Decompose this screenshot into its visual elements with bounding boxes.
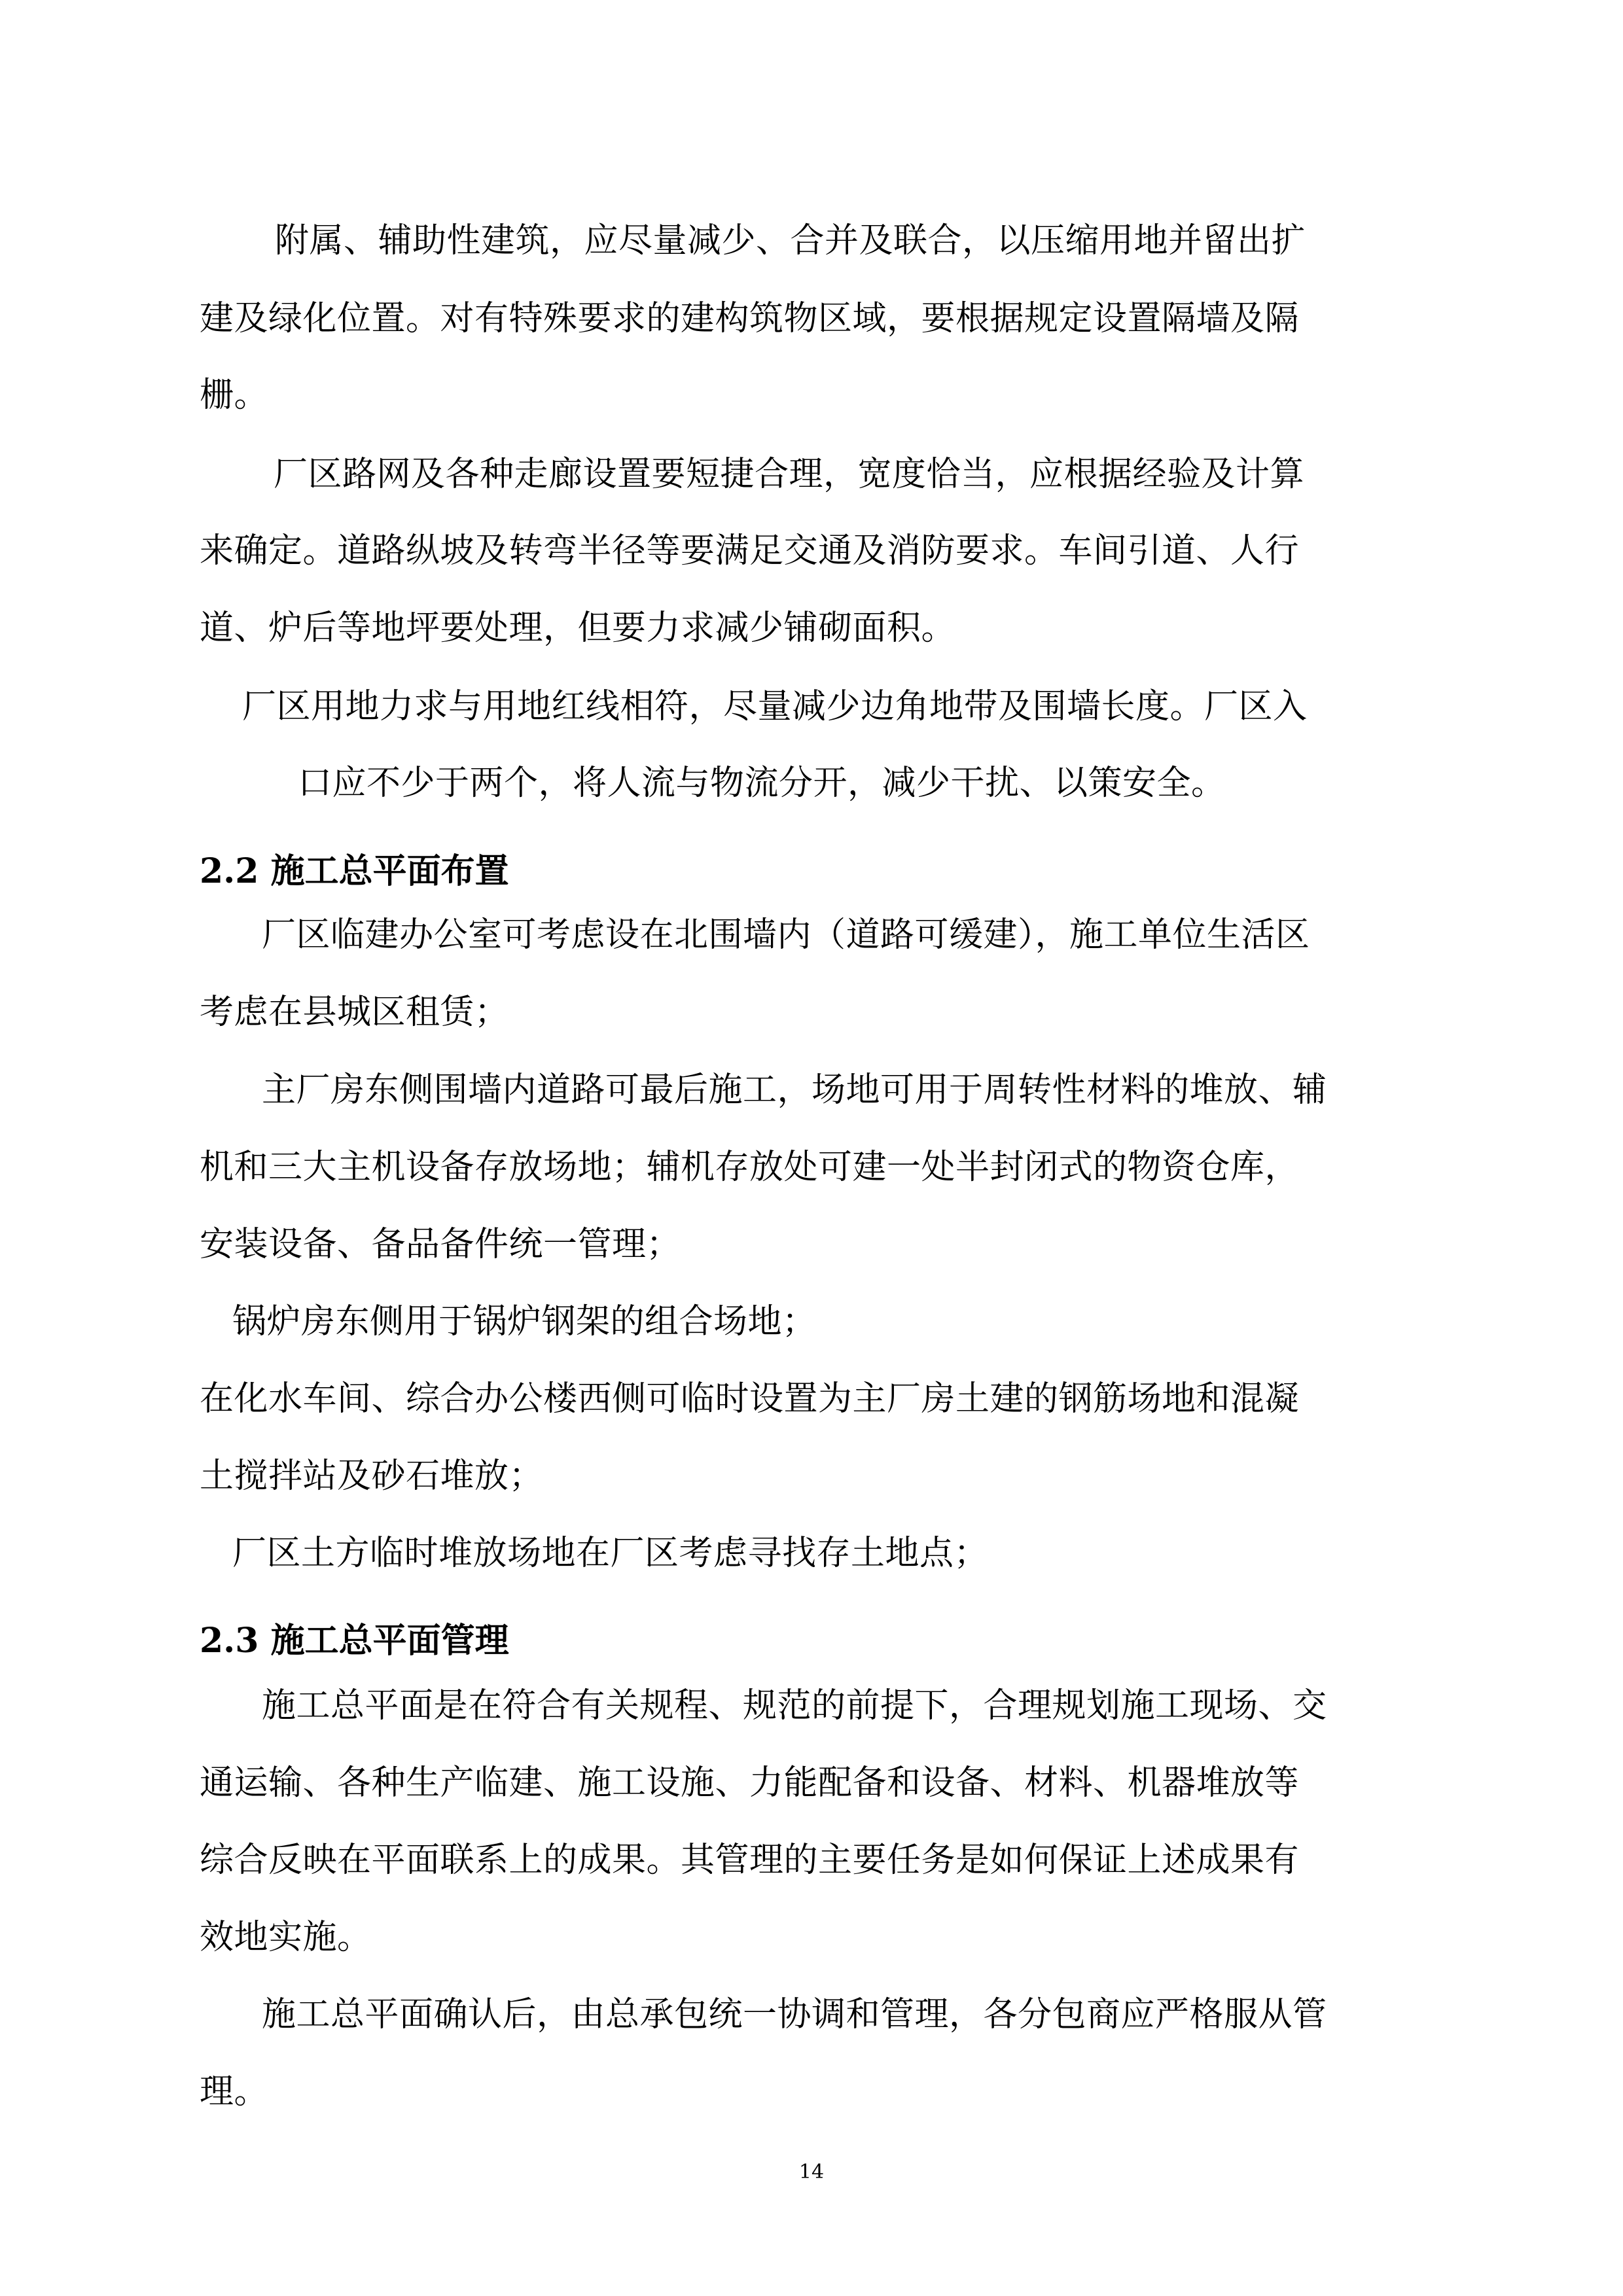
text-line: 建及绿化位置。对有特殊要求的建构筑物区域，要根据规定设置隔墙及隔 [200, 299, 1300, 338]
text-line: 机和三大主机设备存放场地；辅机存放处可建一处半封闭式的物资仓库， [200, 1148, 1300, 1187]
text-line: 厂区临建办公室可考虑设在北围墙内（道路可缓建），施工单位生活区 [262, 915, 1310, 955]
text-line: 附属、辅助性建筑，应尽量减少、合并及联合，以压缩用地并留出扩 [275, 221, 1306, 260]
text-line: 安装设备、备品备件统一管理； [200, 1225, 681, 1264]
text-line: 综合反映在平面联系上的成果。其管理的主要任务是如何保证上述成果有 [200, 1841, 1300, 1880]
text-line: 在化水车间、综合办公楼西侧可临时设置为主厂房土建的钢筋场地和混凝 [200, 1379, 1300, 1419]
text-line: 效地实施。 [200, 1918, 372, 1957]
text-line: 通运输、各种生产临建、施工设施、力能配备和设备、材料、机器堆放等 [200, 1763, 1300, 1803]
text-line: 土搅拌站及砂石堆放； [200, 1457, 544, 1496]
text-line: 厂区路网及各种走廊设置要短捷合理，宽度恰当，应根据经验及计算 [274, 455, 1305, 494]
section-heading: 2.2 施工总平面布置 [200, 851, 509, 891]
text-line: 理。 [200, 2072, 269, 2111]
text-line: 口应不少于两个，将人流与物流分开，减少干扰、以策安全。 [298, 764, 1226, 803]
text-line: 来确定。道路纵坡及转弯半径等要满足交通及消防要求。车间引道、人行 [200, 531, 1300, 571]
section-heading: 2.3 施工总平面管理 [200, 1621, 509, 1661]
text-line: 栅。 [200, 376, 269, 415]
text-line: 考虑在县城区租赁； [200, 993, 509, 1032]
text-line: 锅炉房东侧用于锅炉钢架的组合场地； [232, 1302, 817, 1341]
text-line: 厂区土方临时堆放场地在厂区考虑寻找存土地点； [232, 1534, 989, 1573]
page-number: 14 [798, 2161, 825, 2183]
text-line: 厂区用地力求与用地红线相符，尽量减少边角地带及围墙长度。厂区入 [242, 687, 1308, 726]
text-line: 施工总平面是在符合有关规程、规范的前提下，合理规划施工现场、交 [262, 1686, 1327, 1725]
text-line: 主厂房东侧围墙内道路可最后施工，场地可用于周转性材料的堆放、辅 [262, 1070, 1327, 1110]
text-line: 道、炉后等地坪要处理，但要力求减少铺砌面积。 [200, 609, 956, 648]
text-line: 施工总平面确认后，由总承包统一协调和管理，各分包商应严格服从管 [262, 1995, 1327, 2034]
